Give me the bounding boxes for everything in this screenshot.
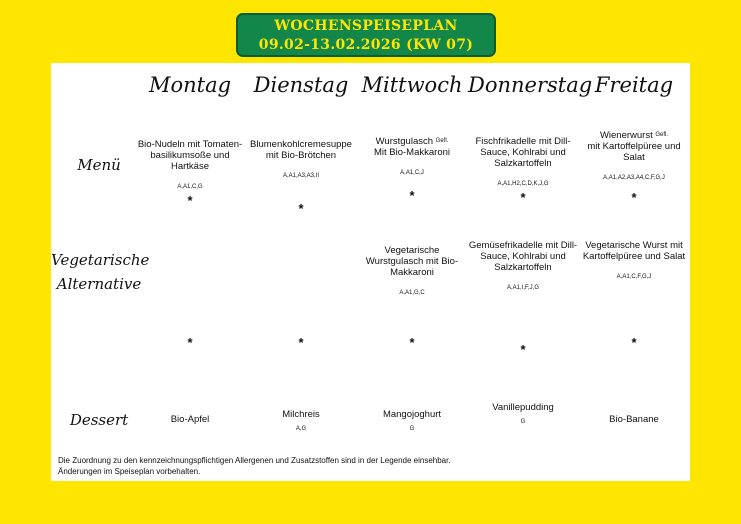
menu-dish: Bio-Nudeln mit Tomaten-basilikumsoße und Hartkäse [137, 139, 243, 172]
row-label-dessert: Dessert [69, 411, 129, 429]
dessert-cell-donnerstag [467, 402, 579, 426]
veg-dish: Vegetarische Wurst mit Kartoffelpüree und Salat [582, 240, 686, 262]
day-header-dienstag: Dienstag [253, 73, 349, 97]
veg-dish: Vegetarische Wurstgulasch mit Bio-Makkaroni [365, 245, 459, 278]
star-marker: * [631, 190, 637, 205]
dessert-dish: Bio-Apfel [170, 414, 210, 425]
row-label-menu: Menü [77, 156, 121, 174]
allergen-codes: G [409, 426, 415, 432]
menu-dish: Fischfrikadelle mit Dill-Sauce, Kohlrabi und Salzkartoffeln [475, 136, 571, 169]
poultry-note: Gefl. [435, 138, 449, 144]
allergen-codes: A,A1,G,C [399, 290, 425, 296]
star-marker: * [409, 335, 415, 350]
menu-dish-part2: mit Kartoffelpüree und Salat [587, 141, 681, 163]
veg-cell-freitag [578, 240, 690, 281]
allergen-codes: A,A1,H2,C,D,K,J,G [497, 181, 549, 187]
menu-dish-part2: Mit Bio-Makkaroni [373, 147, 451, 158]
dessert-cell-mittwoch [356, 409, 468, 433]
menu-dish [578, 130, 690, 163]
menu-cell-dienstag [245, 139, 357, 180]
dessert-cell-montag [134, 414, 246, 425]
allergen-codes: A,A1,A3,A3,II [282, 173, 320, 179]
star-marker: * [520, 342, 526, 357]
dessert-dish: Mangojoghurt [382, 409, 442, 420]
veg-cell-mittwoch [356, 245, 468, 297]
day-header-montag: Montag [148, 73, 232, 97]
row-label-vegetarian-line2: Alternative [56, 275, 142, 293]
menu-cell-freitag [578, 130, 690, 182]
day-header-mittwoch: Mittwoch [361, 73, 463, 97]
row-label-vegetarian-line1: Vegetarische [51, 251, 150, 269]
star-marker: * [298, 335, 304, 350]
allergen-codes: G [520, 419, 526, 425]
dessert-cell-dienstag [245, 409, 357, 433]
allergen-codes: A,G [295, 426, 307, 432]
allergen-codes: A,A1,C,J [400, 170, 424, 176]
plan-title-box [236, 13, 496, 57]
dessert-dish: Milchreis [282, 409, 320, 420]
legend-note-line2: Änderungen im Speiseplan vorbehalten. [58, 467, 201, 476]
star-marker: * [187, 193, 193, 208]
dessert-dish: Vanillepudding [492, 402, 554, 413]
menu-cell-donnerstag [467, 136, 579, 188]
allergen-codes: A,A1,A2,A3,A4,C,F,G,J [603, 175, 665, 181]
veg-cell-donnerstag [467, 240, 579, 292]
menu-dish-part1: Wurstgulasch [375, 136, 434, 147]
veg-dish: Gemüsefrikadelle mit Dill-Sauce, Kohlrabi und Salzkartoffeln [468, 240, 578, 273]
star-marker: * [298, 201, 304, 216]
poultry-note: Gefl. [655, 132, 669, 138]
plan-title: WOCHENSPEISEPLAN [274, 18, 458, 34]
dessert-dish: Bio-Banane [609, 414, 659, 425]
plan-date-range: 09.02-13.02.2026 (KW 07) [258, 37, 474, 53]
allergen-codes: A,A1,I,F,J,G [506, 285, 539, 291]
star-marker: * [409, 188, 415, 203]
star-marker: * [631, 335, 637, 350]
legend-note [58, 455, 451, 477]
legend-note-line1: Die Zuordnung zu den kennzeichnungspflichtigen Allergenen und Zusatzstoffen sind in der Legende einsehbar. [58, 456, 451, 465]
star-marker: * [520, 190, 526, 205]
menu-sheet [51, 63, 690, 481]
menu-dish: Blumenkohlcremesuppe mit Bio-Brötchen [250, 139, 352, 161]
dessert-cell-freitag [578, 414, 690, 425]
menu-cell-montag [134, 139, 246, 191]
day-header-donnerstag: Donnerstag [468, 73, 593, 97]
allergen-codes: A,A1,C,F,G,J [616, 274, 652, 280]
menu-dish-part1: Wienerwurst [599, 130, 653, 141]
allergen-codes: A,A1,C,G [177, 184, 203, 190]
menu-dish [356, 136, 468, 158]
star-marker: * [187, 335, 193, 350]
day-header-freitag: Freitag [594, 73, 674, 97]
menu-cell-mittwoch [356, 136, 468, 177]
row-label-vegetarian [51, 248, 150, 296]
